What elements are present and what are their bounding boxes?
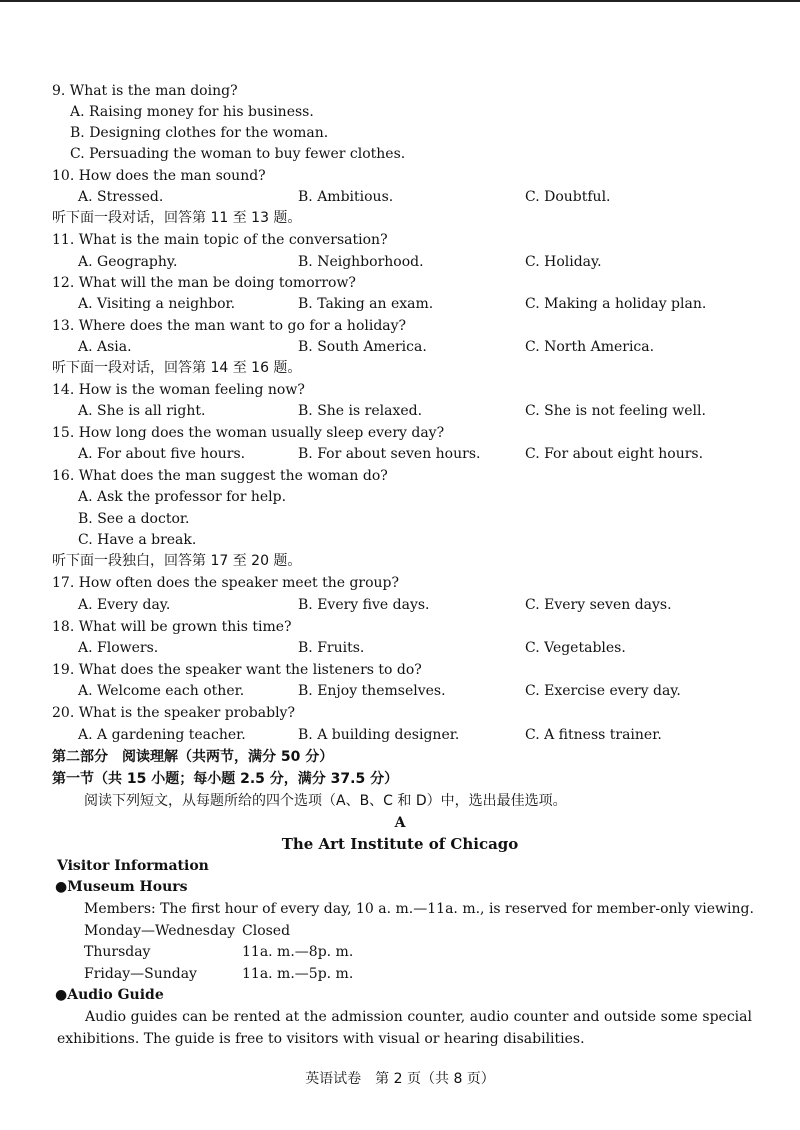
q14-option-c: C. She is not feeling well. [525, 403, 706, 419]
q13-option-b: B. South America. [298, 339, 427, 355]
question-10: 10. How does the man sound? [52, 168, 266, 184]
reading-instruction: 阅读下列短文，从每题所给的四个选项（A、B、C 和 D）中，选出最佳选项。 [84, 793, 567, 809]
q15-option-c: C. For about eight hours. [525, 446, 704, 462]
hours-row-2-time: 11a. m.—8p. m. [242, 944, 354, 960]
q20-option-b: B. A building designer. [298, 727, 460, 743]
q20-option-a: A. A gardening teacher. [78, 727, 246, 743]
section-heading-14-16: 听下面一段对话，回答第 14 至 16 题。 [52, 360, 302, 376]
q17-option-c: C. Every seven days. [525, 597, 672, 613]
q18-option-c: C. Vegetables. [525, 640, 626, 656]
q18-option-b: B. Fruits. [298, 640, 365, 656]
q14-option-a: A. She is all right. [78, 403, 206, 419]
audio-guide-paragraph [57, 1006, 752, 1050]
q19-option-c: C. Exercise every day. [525, 683, 681, 699]
museum-hours-heading [55, 878, 188, 896]
visitor-info-heading: Visitor Information [57, 858, 209, 874]
q12-option-a: A. Visiting a neighbor. [78, 296, 236, 312]
question-19: 19. What does the speaker want the listeners to do? [52, 662, 422, 678]
question-18: 18. What will be grown this time? [52, 619, 292, 635]
q13-option-c: C. North America. [525, 339, 655, 355]
q13-option-a: A. Asia. [78, 339, 132, 355]
audio-guide-label: Audio Guide [67, 987, 164, 1003]
q10-option-b: B. Ambitious. [298, 189, 394, 205]
bullet-icon: ● [55, 987, 68, 1003]
q20-option-c: C. A fitness trainer. [525, 727, 662, 743]
q9-option-b: B. Designing clothes for the woman. [70, 125, 329, 141]
q11-option-b: B. Neighborhood. [298, 254, 424, 270]
q11-option-c: C. Holiday. [525, 254, 602, 270]
q9-option-a: A. Raising money for his business. [70, 104, 314, 120]
question-15: 15. How long does the woman usually sleep every day? [52, 425, 445, 441]
section-heading-11-13: 听下面一段对话，回答第 11 至 13 题。 [52, 210, 302, 226]
question-16: 16. What does the man suggest the woman do? [52, 468, 388, 484]
q19-option-b: B. Enjoy themselves. [298, 683, 446, 699]
q14-option-b: B. She is relaxed. [298, 403, 423, 419]
hours-row-3-days: Friday—Sunday [84, 966, 197, 982]
part-two-title: 第二部分 阅读理解（共两节，满分 50 分） [52, 749, 334, 765]
q11-option-a: A. Geography. [78, 254, 178, 270]
passage-title: The Art Institute of Chicago [281, 835, 519, 853]
q17-option-a: A. Every day. [78, 597, 171, 613]
q15-option-a: A. For about five hours. [78, 446, 246, 462]
q9-option-c: C. Persuading the woman to buy fewer clothes. [70, 146, 406, 162]
question-9: 9. What is the man doing? [52, 83, 238, 99]
q10-option-a: A. Stressed. [78, 189, 164, 205]
question-14: 14. How is the woman feeling now? [52, 382, 305, 398]
passage-letter: A [394, 815, 406, 831]
section-one-title: 第一节（共 15 小题；每小题 2.5 分，满分 37.5 分） [52, 771, 399, 787]
members-note: Members: The first hour of every day, 10 a. m.—11a. m., is reserved for member-only viewing. [84, 901, 754, 917]
bullet-icon: ● [55, 879, 68, 895]
question-11: 11. What is the main topic of the conversation? [52, 232, 388, 248]
q19-option-a: A. Welcome each other. [78, 683, 245, 699]
section-heading-17-20: 听下面一段独白，回答第 17 至 20 题。 [52, 553, 302, 569]
hours-row-3-time: 11a. m.—5p. m. [242, 966, 354, 982]
question-12: 12. What will the man be doing tomorrow? [52, 275, 356, 291]
page-footer: 英语试卷 第 2 页（共 8 页） [305, 1071, 495, 1087]
q10-option-c: C. Doubtful. [525, 189, 611, 205]
audio-guide-heading [55, 986, 164, 1004]
q16-option-c: C. Have a break. [78, 532, 197, 548]
q18-option-a: A. Flowers. [78, 640, 159, 656]
question-13: 13. Where does the man want to go for a holiday? [52, 318, 407, 334]
question-20: 20. What is the speaker probably? [52, 705, 295, 721]
hours-row-2-days: Thursday [84, 944, 151, 960]
q12-option-c: C. Making a holiday plan. [525, 296, 707, 312]
top-border [0, 0, 800, 2]
audio-guide-text: Audio guides can be rented at the admission counter, audio counter and outside some special exhibitions. The guide is free to visitors with visual or hearing disabilities. [57, 1009, 752, 1047]
q17-option-b: B. Every five days. [298, 597, 430, 613]
hours-row-1-time: Closed [242, 923, 291, 939]
q12-option-b: B. Taking an exam. [298, 296, 434, 312]
question-17: 17. How often does the speaker meet the group? [52, 575, 400, 591]
q16-option-b: B. See a doctor. [78, 511, 190, 527]
q16-option-a: A. Ask the professor for help. [78, 489, 287, 505]
museum-hours-label: Museum Hours [67, 879, 188, 895]
hours-row-1-days: Monday—Wednesday [84, 923, 236, 939]
q15-option-b: B. For about seven hours. [298, 446, 481, 462]
